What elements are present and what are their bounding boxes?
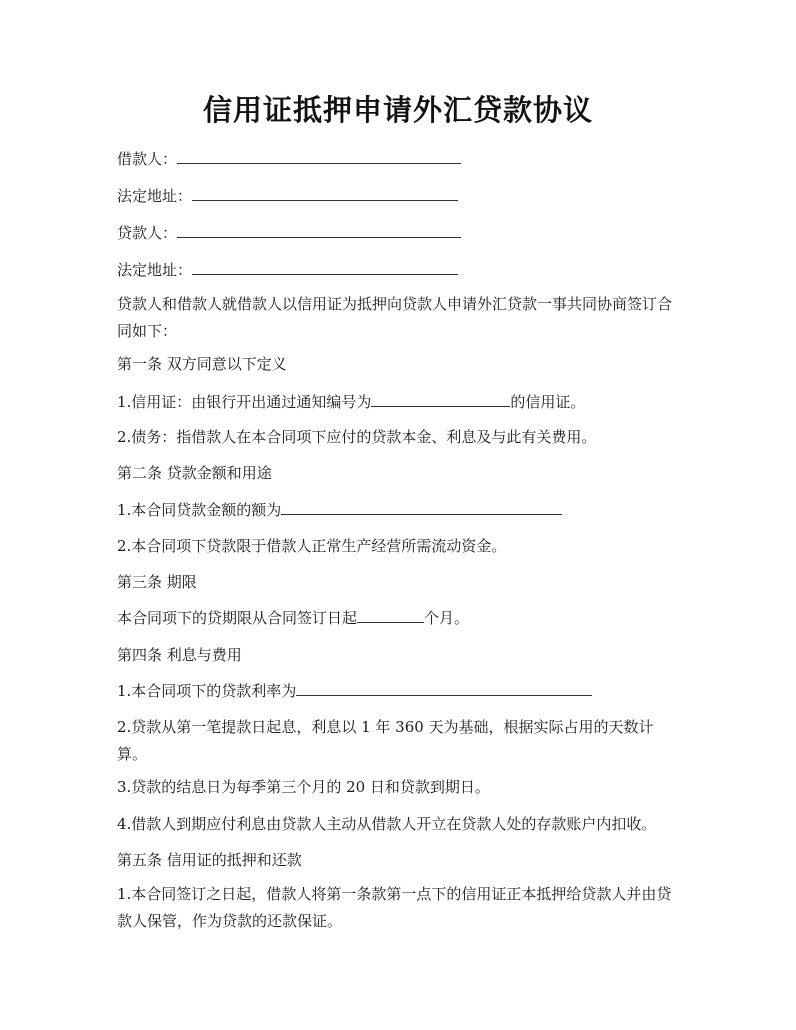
article1-item1-suffix: 的信用证。 [510, 393, 586, 411]
borrower-address-blank[interactable] [192, 185, 458, 201]
article3-text [117, 606, 469, 630]
article3-text-before: 本合同项下的贷期限从合同签订日起 [117, 609, 358, 627]
article4-item2: 2.贷款从第一笔提款日起息，利息以 1 年 360 天为基础，根据实际占用的天数计算。 [117, 718, 654, 763]
article4-heading: 第四条 利息与费用 [117, 646, 242, 664]
notification-number-blank[interactable] [371, 391, 510, 407]
intro-paragraph: 贷款人和借款人就借款人以信用证为抵押向贷款人申请外汇贷款一事共同协商签订合同如下： [117, 295, 673, 340]
loan-term-blank[interactable] [357, 607, 424, 623]
article4-item3: 3.贷款的结息日为每季第三个月的 20 日和贷款到期日。 [117, 778, 490, 796]
borrower-label: 借款人： [117, 150, 178, 168]
interest-rate-blank[interactable] [296, 680, 592, 696]
article3-heading: 第三条 期限 [117, 573, 197, 591]
article4-item1-text: 1.本合同项下的贷款利率为 [117, 682, 297, 700]
article1-item1 [117, 390, 585, 414]
lender-address-blank[interactable] [192, 259, 458, 275]
article1-heading: 第一条 双方同意以下定义 [117, 355, 287, 373]
article3-text-after: 个月。 [424, 609, 470, 627]
article2-heading: 第二条 贷款金额和用途 [117, 464, 272, 482]
lender-label: 贷款人： [117, 224, 178, 242]
borrower-blank[interactable] [177, 148, 461, 164]
article5-heading: 第五条 信用证的抵押和还款 [117, 851, 302, 869]
article2-item2: 2.本合同项下贷款限于借款人正常生产经营所需流动资金。 [117, 537, 507, 555]
article5-item1: 1.本合同签订之日起，借款人将第一条款第一点下的信用证正本抵押给贷款人并由贷款人保管，作为贷款的还款保证。 [117, 885, 672, 930]
article2-item1 [117, 498, 562, 522]
loan-amount-blank[interactable] [281, 499, 562, 515]
lender-address-label: 法定地址： [117, 261, 193, 279]
borrower-field [117, 147, 461, 171]
lender-address-field [117, 258, 458, 282]
article4-item1 [117, 679, 592, 703]
borrower-address-label: 法定地址： [117, 187, 193, 205]
article1-item1-text: 1.信用证：由银行开出通过通知编号为 [117, 393, 372, 411]
borrower-address-field [117, 184, 458, 208]
article4-item4: 4.借款人到期应付利息由贷款人主动从借款人开立在贷款人处的存款账户内扣收。 [117, 815, 657, 833]
article2-item1-text: 1.本合同贷款金额的额为 [117, 501, 282, 519]
document-title: 信用证抵押申请外汇贷款协议 [202, 93, 593, 127]
article1-item2: 2.债务：指借款人在本合同项下应付的贷款本金、利息及与此有关费用。 [117, 428, 597, 446]
lender-field [117, 221, 461, 245]
lender-blank[interactable] [177, 222, 461, 238]
